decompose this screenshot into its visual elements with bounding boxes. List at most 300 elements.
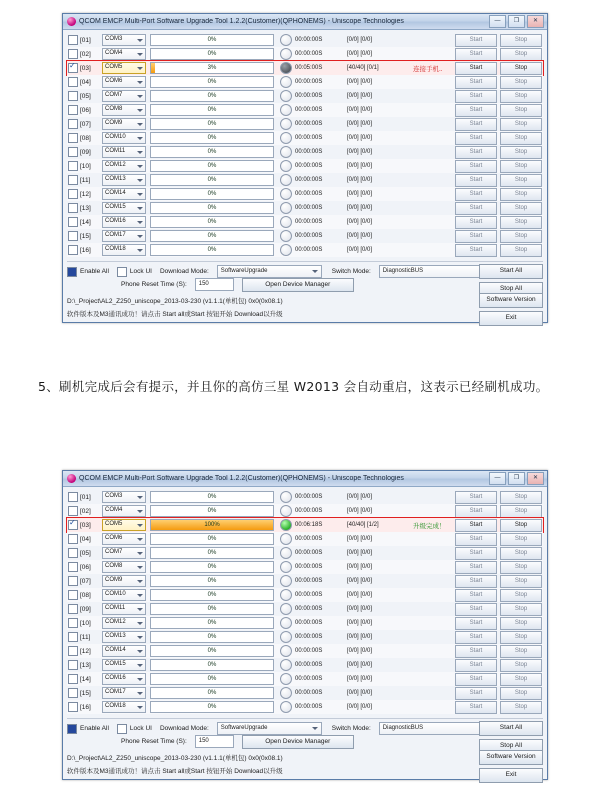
port-row[interactable] [67,560,543,574]
row-start-button[interactable]: Start [455,701,497,714]
progress-percent-label: 0% [207,592,217,598]
row-stop-button[interactable]: Stop [500,118,542,131]
port-row[interactable] [67,131,543,145]
row-stop-button[interactable]: Stop [500,701,542,714]
switch-mode-select[interactable]: DiagnosticBUS [379,722,494,735]
counter-label: [0/0] [0/0] [347,690,373,696]
port-row[interactable] [67,173,543,187]
progress-percent-label: 0% [207,191,217,197]
port-row[interactable] [67,616,543,630]
row-stop-button[interactable]: Stop [500,491,542,504]
port-enable-checkbox[interactable] [68,562,78,572]
row-stop-button[interactable]: Stop [500,104,542,117]
port-enable-checkbox[interactable] [68,590,78,600]
port-row[interactable] [67,61,543,75]
port-index-label: [06] [80,106,91,114]
start-all-button[interactable]: Start All [479,721,543,736]
row-start-button[interactable]: Start [455,48,497,61]
row-start-button[interactable]: Start [455,76,497,89]
row-stop-button[interactable]: Stop [500,216,542,229]
status-led-icon [280,505,292,517]
port-row[interactable] [67,103,543,117]
counter-label: [0/0] [0/0] [347,233,373,239]
port-enable-checkbox[interactable] [68,618,78,628]
port-index-label: [08] [80,591,91,599]
row-start-button[interactable]: Start [455,90,497,103]
qcom-upgrade-tool-window-1 [62,13,548,323]
port-enable-checkbox[interactable] [68,548,78,558]
lock-ui-checkbox[interactable] [117,267,127,277]
progress-bar [150,519,274,531]
progress-bar [150,659,274,671]
phone-reset-time-input[interactable]: 150 [195,278,234,291]
elapsed-time-label: 00:00:00S [295,205,323,211]
window-title: QCOM EMCP Multi-Port Software Upgrade Tool 1.2.2(Customer)(QPHONEMS) - Uniscope Technologies [79,475,404,482]
com-port-select[interactable]: COM9 [102,118,146,130]
window-titlebar[interactable] [63,471,547,487]
port-index-label: [15] [80,232,91,240]
port-row[interactable] [67,686,543,700]
row-stop-button[interactable]: Stop [500,146,542,159]
progress-bar [150,174,274,186]
elapsed-time-label: 00:00:00S [295,93,323,99]
counter-label: [0/0] [0/0] [347,662,373,668]
row-start-button[interactable]: Start [455,491,497,504]
port-row[interactable] [67,630,543,644]
port-row[interactable] [67,47,543,61]
row-stop-button[interactable]: Stop [500,160,542,173]
status-led-icon [280,589,292,601]
progress-bar [150,701,274,713]
port-row[interactable] [67,658,543,672]
com-port-select[interactable]: COM18 [102,701,146,713]
window-title: QCOM EMCP Multi-Port Software Upgrade Tool 1.2.2(Customer)(QPHONEMS) - Uniscope Technologies [79,18,404,25]
port-enable-checkbox[interactable] [68,506,78,516]
progress-percent-label: 0% [207,620,217,626]
row-start-button[interactable]: Start [455,589,497,602]
status-led-icon [280,118,292,130]
port-index-label: [02] [80,50,91,58]
com-port-select[interactable]: COM9 [102,575,146,587]
com-port-select[interactable]: COM10 [102,589,146,601]
row-start-button[interactable]: Start [455,645,497,658]
minimize-button[interactable]: — [489,472,506,485]
row-start-button[interactable]: Start [455,519,497,532]
download-mode-select[interactable]: SoftwareUpgrade [217,722,322,735]
progress-bar [150,533,274,545]
port-enable-checkbox[interactable] [68,632,78,642]
port-enable-checkbox[interactable] [68,576,78,586]
elapsed-time-label: 00:05:00S [295,65,323,71]
counter-label: [0/0] [0/0] [347,247,373,253]
port-row[interactable] [67,672,543,686]
row-start-button[interactable]: Start [455,104,497,117]
enable-all-checkbox[interactable] [67,724,77,734]
progress-percent-label: 0% [207,205,217,211]
port-row[interactable] [67,644,543,658]
port-index-label: [04] [80,78,91,86]
phone-reset-time-label: Phone Reset Time (S): [121,281,187,288]
status-led-icon [280,160,292,172]
app-icon [67,474,76,483]
port-row[interactable] [67,117,543,131]
switch-mode-label: Switch Mode: [331,268,371,275]
lock-ui-checkbox[interactable] [117,724,127,734]
com-port-select[interactable]: COM15 [102,202,146,214]
port-row[interactable] [67,700,543,714]
status-led-icon [280,62,292,74]
progress-percent-label: 0% [207,690,217,696]
progress-bar [150,230,274,242]
port-row[interactable] [67,243,543,257]
progress-bar [150,589,274,601]
minimize-button[interactable]: — [489,15,506,28]
row-start-button[interactable]: Start [455,617,497,630]
com-port-select[interactable]: COM7 [102,547,146,559]
row-stop-button[interactable]: Stop [500,202,542,215]
port-row[interactable] [67,201,543,215]
status-led-icon [280,132,292,144]
port-row[interactable] [67,546,543,560]
exit-button[interactable]: Exit [479,768,543,783]
port-row-list-1 [67,33,543,257]
row-start-button[interactable]: Start [455,244,497,257]
counter-label: [0/0] [0/0] [347,592,373,598]
elapsed-time-label: 00:00:00S [295,564,323,570]
row-stop-button[interactable]: Stop [500,244,542,257]
com-port-select[interactable]: COM17 [102,687,146,699]
row-start-button[interactable]: Start [455,62,497,75]
counter-label: [0/0] [0/0] [347,564,373,570]
port-enable-checkbox[interactable] [68,119,78,129]
port-enable-checkbox[interactable] [68,702,78,712]
status-led-icon [280,146,292,158]
progress-bar [150,547,274,559]
port-row[interactable] [67,490,543,504]
close-button[interactable]: ✕ [527,15,544,28]
row-stop-button[interactable]: Stop [500,533,542,546]
counter-label: [0/0] [0/0] [347,163,373,169]
row-stop-button[interactable]: Stop [500,230,542,243]
port-enable-checkbox[interactable] [68,161,78,171]
com-port-select[interactable]: COM10 [102,132,146,144]
port-enable-checkbox[interactable] [68,231,78,241]
row-start-button[interactable]: Start [455,230,497,243]
port-enable-checkbox[interactable] [68,492,78,502]
enable-all-checkbox[interactable] [67,267,77,277]
com-port-select[interactable]: COM16 [102,216,146,228]
elapsed-time-label: 00:00:00S [295,219,323,225]
elapsed-time-label: 00:00:00S [295,191,323,197]
row-start-button[interactable]: Start [455,673,497,686]
row-stop-button[interactable]: Stop [500,631,542,644]
port-row[interactable] [67,89,543,103]
port-enable-checkbox[interactable] [68,203,78,213]
com-port-select[interactable]: COM6 [102,76,146,88]
port-row[interactable] [67,33,543,47]
port-index-label: [11] [80,633,91,641]
row-start-button[interactable]: Start [455,561,497,574]
port-enable-checkbox[interactable] [68,175,78,185]
port-enable-checkbox[interactable] [68,660,78,670]
port-enable-checkbox[interactable] [68,674,78,684]
counter-label: [0/0] [0/0] [347,578,373,584]
progress-percent-label: 0% [207,79,217,85]
switch-mode-select[interactable]: DiagnosticBUS [379,265,494,278]
progress-bar [150,673,274,685]
elapsed-time-label: 00:00:00S [295,494,323,500]
com-port-select[interactable]: COM16 [102,673,146,685]
com-port-select[interactable]: COM18 [102,244,146,256]
com-port-select[interactable]: COM14 [102,188,146,200]
port-enable-checkbox[interactable] [68,520,78,530]
row-stop-button[interactable]: Stop [500,673,542,686]
row-stop-button[interactable]: Stop [500,188,542,201]
com-port-select[interactable]: COM6 [102,533,146,545]
counter-label: [0/0] [0/0] [347,93,373,99]
row-start-button[interactable]: Start [455,505,497,518]
row-stop-button[interactable]: Stop [500,575,542,588]
window-body [63,30,547,322]
port-enable-checkbox[interactable] [68,604,78,614]
close-button[interactable]: ✕ [527,472,544,485]
status-led-icon [280,547,292,559]
port-enable-checkbox[interactable] [68,35,78,45]
port-enable-checkbox[interactable] [68,646,78,656]
row-stop-button[interactable]: Stop [500,90,542,103]
port-enable-checkbox[interactable] [68,688,78,698]
com-port-select[interactable]: COM12 [102,617,146,629]
progress-percent-label: 0% [207,149,217,155]
port-row[interactable] [67,159,543,173]
row-start-button[interactable]: Start [455,631,497,644]
elapsed-time-label: 00:00:00S [295,121,323,127]
control-panel-2 [67,718,543,748]
row-stop-button[interactable]: Stop [500,589,542,602]
elapsed-time-label: 00:00:00S [295,135,323,141]
elapsed-time-label: 00:00:00S [295,634,323,640]
port-row[interactable] [67,215,543,229]
com-port-select[interactable]: COM14 [102,645,146,657]
row-stop-button[interactable]: Stop [500,174,542,187]
port-enable-checkbox[interactable] [68,91,78,101]
status-led-icon [280,673,292,685]
row-start-button[interactable]: Start [455,118,497,131]
row-start-button[interactable]: Start [455,188,497,201]
port-index-label: [16] [80,246,91,254]
port-index-label: [01] [80,493,91,501]
progress-bar [150,146,274,158]
stop-all-button[interactable]: Stop All [479,282,543,297]
row-stop-button[interactable]: Stop [500,687,542,700]
exit-button[interactable]: Exit [479,311,543,326]
elapsed-time-label: 00:00:00S [295,690,323,696]
row-stop-button[interactable]: Stop [500,561,542,574]
download-mode-select[interactable]: SoftwareUpgrade [217,265,322,278]
row-start-button[interactable]: Start [455,547,497,560]
port-enable-checkbox[interactable] [68,77,78,87]
download-mode-label: Download Mode: [159,268,209,275]
port-enable-checkbox[interactable] [68,147,78,157]
row-stop-button[interactable]: Stop [500,645,542,658]
software-version-button[interactable]: Software Version [479,293,543,308]
counter-label: [0/0] [0/0] [347,149,373,155]
phone-reset-time-input[interactable]: 150 [195,735,234,748]
row-stop-button[interactable]: Stop [500,519,542,532]
port-row[interactable] [67,145,543,159]
progress-percent-label: 0% [207,247,217,253]
progress-percent-label: 3% [207,65,217,71]
maximize-button[interactable]: ❐ [508,15,525,28]
port-row[interactable] [67,602,543,616]
row-stop-button[interactable]: Stop [500,617,542,630]
progress-bar [150,617,274,629]
com-port-select[interactable]: COM4 [102,505,146,517]
com-port-select[interactable]: COM3 [102,491,146,503]
progress-percent-label: 0% [207,676,217,682]
status-led-icon [280,659,292,671]
port-index-label: [10] [80,162,91,170]
port-enable-checkbox[interactable] [68,189,78,199]
elapsed-time-label: 00:00:00S [295,662,323,668]
progress-percent-label: 0% [207,177,217,183]
com-port-select[interactable]: COM12 [102,160,146,172]
row-start-button[interactable]: Start [455,659,497,672]
row-stop-button[interactable]: Stop [500,603,542,616]
progress-percent-label: 0% [207,704,217,710]
row-start-button[interactable]: Start [455,174,497,187]
status-led-icon [280,48,292,60]
maximize-button[interactable]: ❐ [508,472,525,485]
port-enable-checkbox[interactable] [68,105,78,115]
port-enable-checkbox[interactable] [68,534,78,544]
com-port-select[interactable]: COM11 [102,146,146,158]
counter-label: [0/0] [0/0] [347,634,373,640]
port-row-list-2 [67,490,543,714]
elapsed-time-label: 00:00:00S [295,177,323,183]
counter-label: [0/0] [0/0] [347,536,373,542]
stop-all-button[interactable]: Stop All [479,739,543,754]
progress-bar [150,202,274,214]
elapsed-time-label: 00:00:00S [295,648,323,654]
port-enable-checkbox[interactable] [68,63,78,73]
port-index-label: [05] [80,92,91,100]
com-port-select[interactable]: COM5 [102,62,146,74]
row-start-button[interactable]: Start [455,34,497,47]
com-port-select[interactable]: COM17 [102,230,146,242]
port-row[interactable] [67,574,543,588]
com-port-select[interactable]: COM11 [102,603,146,615]
port-index-label: [14] [80,675,91,683]
firmware-path-line: D:\_Project\AL2_Z250_uniscope_2013-03-230 (v1.1.1(单机包) 0x0(0x08.1) [67,755,283,762]
window-controls [489,472,544,485]
com-port-select[interactable]: COM3 [102,34,146,46]
port-index-label: [03] [80,521,91,529]
progress-bar [150,76,274,88]
status-message-line: 软件版本及M3通讯成功！请点击 Start all或Start 按钮开始 Download以升级 [67,768,283,775]
row-start-button[interactable]: Start [455,533,497,546]
row-start-button[interactable]: Start [455,132,497,145]
port-row[interactable] [67,75,543,89]
com-port-select[interactable]: COM4 [102,48,146,60]
com-port-select[interactable]: COM13 [102,174,146,186]
row-stop-button[interactable]: Stop [500,659,542,672]
status-led-icon [280,491,292,503]
row-stop-button[interactable]: Stop [500,34,542,47]
progress-bar [150,34,274,46]
status-led-icon [280,645,292,657]
open-device-manager-button[interactable]: Open Device Manager [242,735,354,749]
row-stop-button[interactable]: Stop [500,505,542,518]
window-titlebar[interactable] [63,14,547,30]
port-index-label: [13] [80,204,91,212]
port-index-label: [08] [80,134,91,142]
row-start-button[interactable]: Start [455,575,497,588]
com-port-select[interactable]: COM8 [102,561,146,573]
row-start-button[interactable]: Start [455,160,497,173]
software-version-button[interactable]: Software Version [479,750,543,765]
port-row[interactable] [67,504,543,518]
status-led-icon [280,603,292,615]
port-index-label: [04] [80,535,91,543]
row-start-button[interactable]: Start [455,603,497,616]
com-port-select[interactable]: COM5 [102,519,146,531]
com-port-select[interactable]: COM13 [102,631,146,643]
progress-bar [150,90,274,102]
progress-percent-label: 0% [207,93,217,99]
counter-label: [0/0] [0/0] [347,37,373,43]
row-stop-button[interactable]: Stop [500,48,542,61]
start-all-button[interactable]: Start All [479,264,543,279]
status-led-icon [280,617,292,629]
port-row[interactable] [67,532,543,546]
port-row[interactable] [67,187,543,201]
row-start-button[interactable]: Start [455,202,497,215]
row-stop-button[interactable]: Stop [500,132,542,145]
elapsed-time-label: 00:00:00S [295,79,323,85]
instruction-paragraph: 5、刷机完成后会有提示，并且你的高仿三星 W2013 会自动重启，这表示已经刷机成功。 [38,379,549,394]
row-start-button[interactable]: Start [455,216,497,229]
counter-label: [0/0] [0/0] [347,79,373,85]
row-stop-button[interactable]: Stop [500,76,542,89]
port-enable-checkbox[interactable] [68,245,78,255]
row-start-button[interactable]: Start [455,687,497,700]
port-index-label: [03] [80,64,91,72]
com-port-select[interactable]: COM8 [102,104,146,116]
port-enable-checkbox[interactable] [68,133,78,143]
com-port-select[interactable]: COM7 [102,90,146,102]
port-row[interactable] [67,588,543,602]
counter-label: [0/0] [0/0] [347,191,373,197]
row-stop-button[interactable]: Stop [500,547,542,560]
port-enable-checkbox[interactable] [68,49,78,59]
port-row[interactable] [67,229,543,243]
elapsed-time-label: 00:00:00S [295,606,323,612]
progress-bar [150,561,274,573]
port-index-label: [05] [80,549,91,557]
progress-percent-label: 0% [207,163,217,169]
row-stop-button[interactable]: Stop [500,62,542,75]
counter-label: [0/0] [0/0] [347,704,373,710]
progress-bar [150,603,274,615]
progress-bar [150,687,274,699]
row-start-button[interactable]: Start [455,146,497,159]
port-row[interactable] [67,518,543,532]
open-device-manager-button[interactable]: Open Device Manager [242,278,354,292]
progress-percent-label: 0% [207,536,217,542]
port-enable-checkbox[interactable] [68,217,78,227]
com-port-select[interactable]: COM15 [102,659,146,671]
